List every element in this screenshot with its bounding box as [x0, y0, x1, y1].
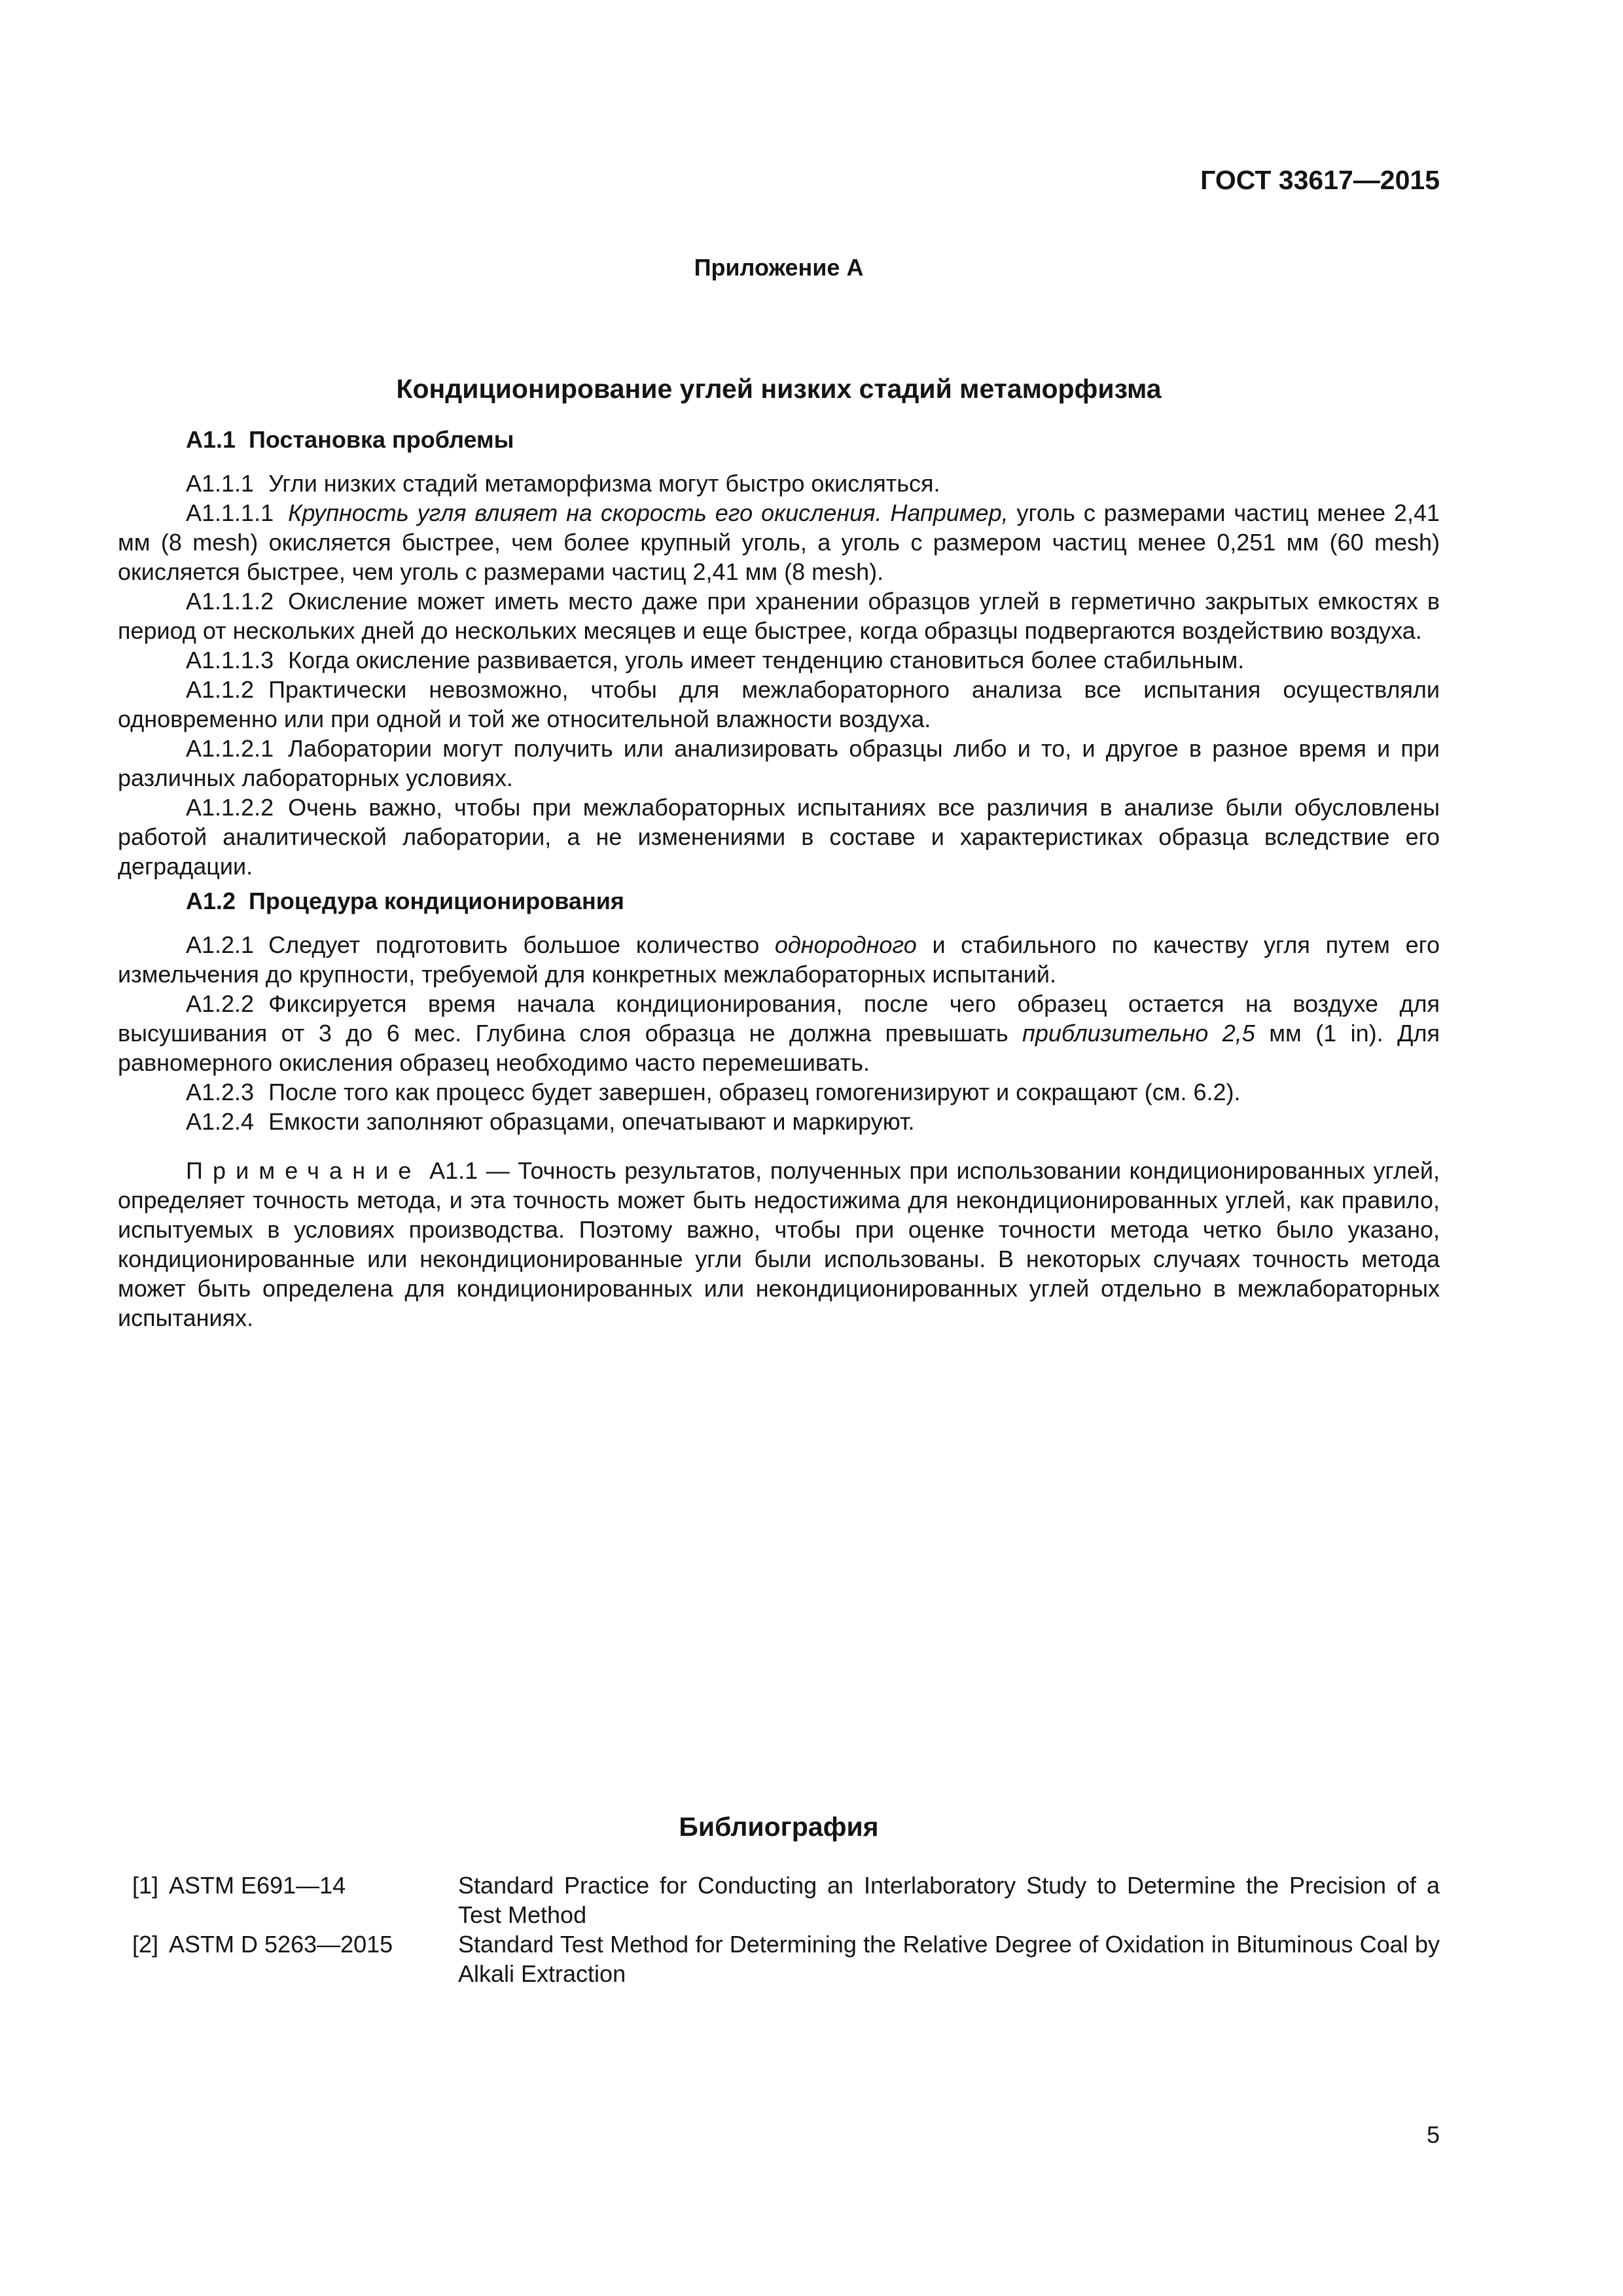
section-number: А1.2 — [186, 888, 236, 914]
paragraph — [118, 645, 1440, 675]
note-text: — Точность результатов, полученных при использовании кондиционированных углей, определяет точность метода, и эта точность может быть недостижима для некондиционированных углей, как правило, испытуемых в условиях производства. Поэтому важно, чтобы при оценке точности метода четко было указано, кондиционированные или некондиционированные угли были использованы. В некоторых случаях точность метода может быть определена для кондиционированных или некондиционированных углей отдельно в межлабораторных испытаниях. — [118, 1157, 1440, 1331]
paragraph-number: А1.2.2 — [186, 990, 255, 1017]
note — [118, 1156, 1440, 1333]
appendix-label: Приложение А — [694, 254, 864, 281]
paragraph-number: А1.1.1.1 — [186, 499, 274, 526]
paragraph-text: уголь с размерами частиц менее 2,41 мм (8 mesh) окисляется быстрее, чем более крупный уголь, а уголь с размером частиц менее 0,251 мм (60 mesh) окисляется быстрее, чем уголь с размерами частиц 2,41 мм (8 mesh). — [118, 499, 1440, 585]
paragraph-text: Лаборатории могут получить или анализировать образцы либо и то, и другое в разное время и при различных лабораторных условиях. — [118, 735, 1440, 791]
bibliography-ref — [118, 1929, 458, 1988]
bibliography-entry — [118, 1871, 1440, 1929]
paragraph-text: Фиксируется время начала кондиционирования, после чего образец остается на воздухе для высушивания от 3 до 6 мес. Глубина слоя образца не должна превышать — [118, 990, 1440, 1047]
paragraph-number: А1.2.3 — [186, 1079, 255, 1105]
section-heading-a1-2 — [118, 886, 1440, 916]
paragraph-number: А1.1.1 — [186, 470, 255, 497]
paragraph — [118, 586, 1440, 645]
paragraph-text: Окисление может иметь место даже при хранении образцов углей в герметично закрытых емкостях в период от нескольких дней до нескольких месяцев и еще быстрее, когда образцы подвергаются воздействию воздуха. — [118, 588, 1440, 644]
section-title: Постановка проблемы — [249, 426, 514, 453]
paragraph — [118, 469, 1440, 498]
paragraph-italic-text: Крупность угля влияет на скорость его окисления. Например, — [288, 499, 1008, 526]
section-heading-a1-1 — [118, 425, 1440, 454]
paragraph-number: А1.2.4 — [186, 1108, 255, 1135]
paragraph-italic-text: однородного — [774, 931, 917, 958]
paragraph-number: А1.1.1.3 — [186, 647, 274, 673]
paragraph-text: Угли низких стадий метаморфизма могут быстро окисляться. — [268, 470, 940, 497]
paragraph-number: А1.1.2 — [186, 676, 255, 703]
paragraph-text: После того как процесс будет завершен, образец гомогенизируют и сокращают (см. 6.2). — [268, 1079, 1241, 1105]
bibliography-entry — [118, 1929, 1440, 1988]
paragraph — [118, 1077, 1440, 1107]
bibliography-number: [1] — [132, 1872, 159, 1899]
paragraph-text: Практически невозможно, чтобы для межлабораторного анализа все испытания осуществляли одновременно или при одной и той же относительной влажности воздуха. — [118, 676, 1440, 732]
paragraph — [118, 793, 1440, 881]
paragraph-number: А1.1.2.2 — [186, 794, 274, 821]
bibliography-list — [118, 1871, 1440, 1988]
bibliography-title: Библиография — [679, 1812, 879, 1842]
paragraph-number: А1.2.1 — [186, 931, 255, 958]
paragraph — [118, 930, 1440, 989]
bibliography-ref — [118, 1871, 458, 1929]
paragraph-text: и стабильного по качеству угля путем его измельчения до крупности, требуемой для конкретных межлабораторных испытаний. — [118, 931, 1440, 988]
section-number: А1.1 — [186, 426, 236, 453]
bibliography-standard: ASTM E691—14 — [169, 1872, 346, 1899]
paragraph-text: мм (1 in). Для равномерного окисления образец необходимо часто перемешивать. — [118, 1020, 1440, 1076]
bibliography-standard: ASTM D 5263—2015 — [169, 1931, 393, 1958]
bibliography-text: Standard Test Method for Determining the Relative Degree of Oxidation in Bituminous Coal by Alkali Extraction — [458, 1931, 1440, 1987]
paragraph-number: А1.1.1.2 — [186, 588, 274, 615]
paragraph — [118, 675, 1440, 734]
paragraph-text: Следует подготовить большое количество — [268, 931, 775, 958]
bibliography-number: [2] — [132, 1931, 159, 1958]
paragraph-italic-text: приблизительно 2,5 — [1022, 1020, 1255, 1047]
note-number: А1.1 — [429, 1157, 478, 1184]
section-title: Процедура кондиционирования — [249, 888, 624, 914]
page-title: Кондиционирование углей низких стадий метаморфизма — [396, 374, 1162, 404]
paragraph-number: А1.1.2.1 — [186, 735, 274, 762]
paragraph — [118, 734, 1440, 793]
paragraph-text: Когда окисление развивается, уголь имеет тенденцию становиться более стабильным. — [288, 647, 1245, 673]
bibliography-text: Standard Practice for Conducting an Interlaboratory Study to Determine the Precision of a Test Method — [458, 1872, 1440, 1928]
paragraph-text: Емкости заполняют образцами, опечатывают и маркируют. — [268, 1108, 915, 1135]
document-id: ГОСТ 33617—2015 — [1200, 165, 1440, 195]
paragraph — [118, 1107, 1440, 1136]
page-number: 5 — [1426, 2121, 1440, 2148]
paragraph-text: Очень важно, чтобы при межлабораторных испытаниях все различия в анализе были обусловлены работой аналитической лаборатории, а не изменениями в составе и характеристиках образца вследствие его деградации. — [118, 794, 1440, 880]
note-label: Примечание — [186, 1157, 421, 1184]
paragraph — [118, 989, 1440, 1077]
paragraph — [118, 498, 1440, 586]
